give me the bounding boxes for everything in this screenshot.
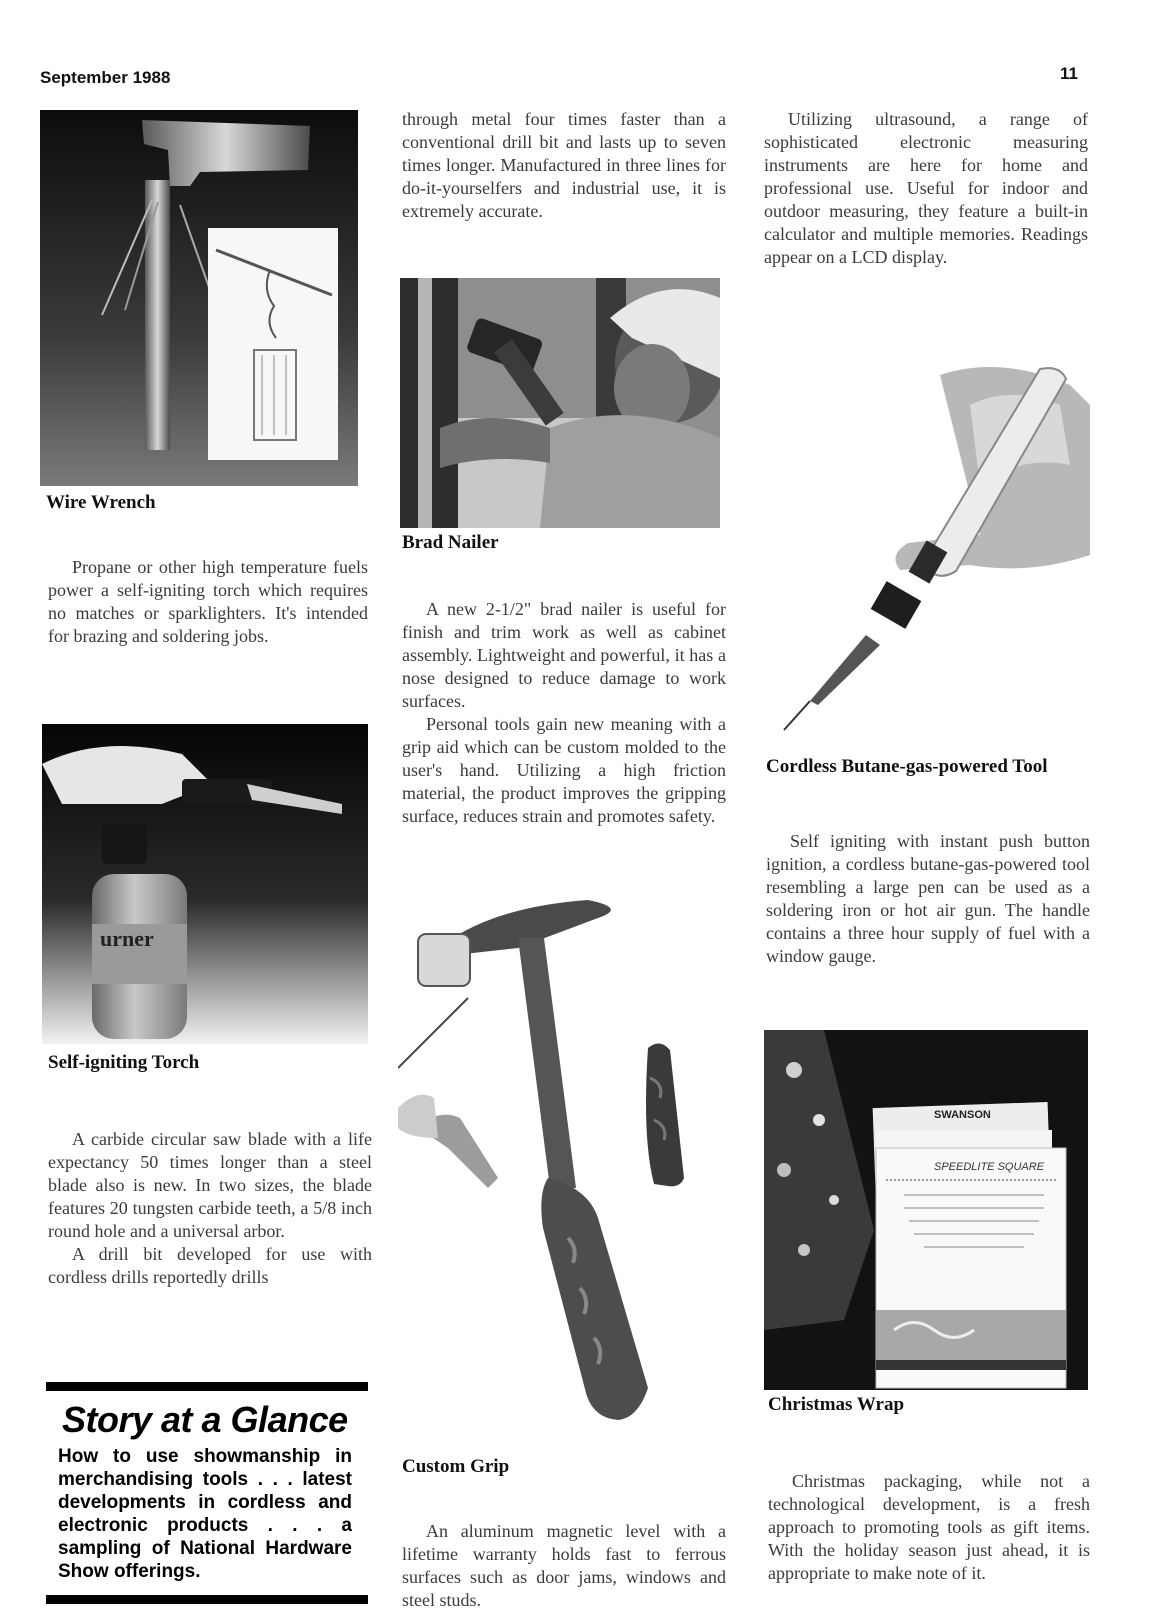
level-paragraph: An aluminum magnetic level with a lifetime warranty holds fast to ferrous surfaces such as door jams, windows and steel studs.	[402, 1521, 726, 1610]
saw-drill-description	[48, 1128, 372, 1289]
nailer-paragraph: A new 2-1/2" brad nailer is useful for finish and trim work as well as cabinet assembly. Lightweight and powerful, it has a nose designed to reduce damage to work surfaces.	[402, 599, 726, 711]
christmas-wrap-photo	[764, 1030, 1088, 1390]
caption-brad-nailer: Brad Nailer	[402, 532, 499, 553]
torch-can-label: urner	[100, 926, 154, 951]
christmas-paragraph: Christmas packaging, while not a technological development, is a fresh approach to promoting tools as gift items. With the holiday season just ahead, it is appropriate to make note of it.	[768, 1471, 1090, 1583]
saw-paragraph: A carbide circular saw blade with a life expectancy 50 times longer than a steel blade also is new. In two sizes, the blade features 20 tungsten carbide teeth, a 5/8 inch round hole and a universal arbor.	[48, 1129, 372, 1241]
torch-photo	[42, 724, 368, 1044]
ultrasound-paragraph: Utilizing ultrasound, a range of sophisticated electronic measuring instruments are here for home and professional use. Useful for indoor and outdoor measuring, they feature a built-in calculator and multiple memories. Readings appear on a LCD display.	[764, 109, 1088, 267]
christmas-description	[768, 1470, 1090, 1585]
package-product-label: SPEEDLITE SQUARE	[934, 1161, 1045, 1173]
cordless-paragraph: Self igniting with instant push button ignition, a cordless butane-gas-powered tool resembling a large pen can be used as a soldering iron or hot air gun. The handle contains a three hour supply of fuel with a window gauge.	[766, 831, 1090, 966]
glance-top-rule	[46, 1382, 368, 1391]
torch-description	[48, 556, 368, 648]
page-number: 11	[1060, 64, 1078, 83]
custom-grip-photo	[398, 888, 728, 1444]
drill-continued	[402, 108, 726, 223]
cordless-description	[766, 830, 1090, 968]
caption-cordless-tool: Cordless Butane-gas-powered Tool	[766, 756, 1048, 777]
caption-christmas-wrap: Christmas Wrap	[768, 1394, 905, 1415]
brad-nailer-photo	[400, 278, 720, 528]
glance-title: Story at a Glance	[62, 1399, 348, 1440]
issue-date: September 1988	[40, 68, 171, 87]
level-description	[402, 1520, 726, 1612]
drill-paragraph: A drill bit developed for use with cordless drills reportedly drills	[48, 1244, 372, 1287]
caption-custom-grip: Custom Grip	[402, 1456, 510, 1477]
story-at-a-glance	[46, 1382, 368, 1604]
glance-bottom-rule	[46, 1595, 368, 1604]
ultrasound-description	[764, 108, 1088, 269]
cordless-tool-photo	[770, 345, 1090, 745]
drill-continued-paragraph: through metal four times faster than a conventional drill bit and lasts up to seven times longer. Manufactured in three lines for do-it-yourselfers and industrial use, it is extremely accurate.	[402, 109, 726, 221]
caption-wire-wrench: Wire Wrench	[46, 492, 156, 513]
torch-paragraph: Propane or other high temperature fuels power a self-igniting torch which requires no matches or sparklighters. It's intended for brazing and soldering jobs.	[48, 557, 368, 646]
wire-wrench-photo	[40, 110, 358, 486]
package-brand-label: SWANSON	[934, 1109, 991, 1121]
glance-text: How to use showmanship in merchandising tools . . . latest developments in cordless and electronic products . . . a sampling of National Hardware Show offerings.	[58, 1446, 352, 1582]
caption-torch: Self-igniting Torch	[48, 1052, 200, 1073]
nailer-grip-description	[402, 598, 726, 828]
grip-paragraph: Personal tools gain new meaning with a grip aid which can be custom molded to the user's hand. Utilizing a high friction material, the product improves the gripping surface, reduces strain and promotes safety.	[402, 714, 726, 826]
